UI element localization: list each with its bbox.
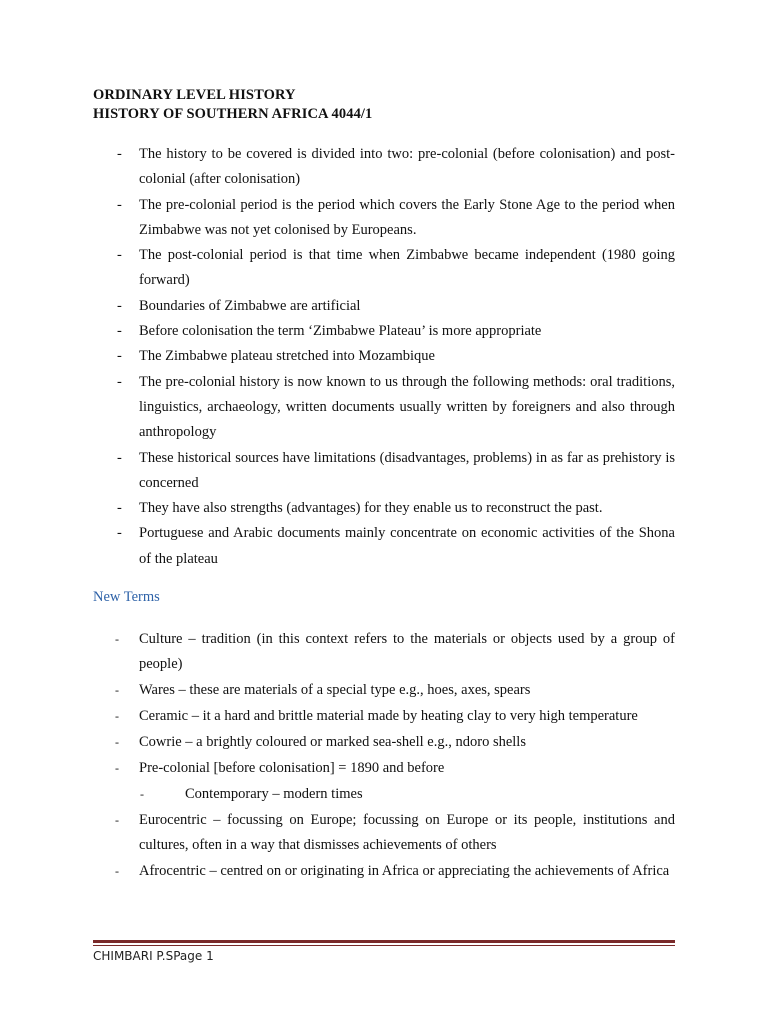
list-item-text: The Zimbabwe plateau stretched into Mozambique <box>139 348 435 365</box>
bullet-dash: - <box>117 247 122 264</box>
bullet-dash: - <box>115 863 119 878</box>
bullet-dash: - <box>115 682 119 697</box>
list-item <box>93 808 675 859</box>
bullet-dash: - <box>140 786 144 801</box>
list-item <box>93 704 675 729</box>
list-item <box>93 344 675 369</box>
list-item <box>93 446 675 497</box>
bullet-dash: - <box>117 525 122 542</box>
bullet-dash: - <box>117 373 122 390</box>
document-subtitle: HISTORY OF SOUTHERN AFRICA 4044/1 <box>93 106 373 122</box>
bullet-dash: - <box>115 708 119 723</box>
new-terms-heading: New Terms <box>93 589 160 605</box>
list-item <box>93 319 675 344</box>
term-text: Afrocentric – centred on or originating in Africa or appreciating the achievements of Africa <box>139 862 670 879</box>
list-item <box>93 370 675 446</box>
new-terms-list <box>93 627 675 884</box>
list-item-text: These historical sources have limitations (disadvantages, problems) in as far as prehistory is concerned <box>139 449 675 491</box>
term-text: Pre-colonial [before colonisation] = 1890 and before <box>139 760 445 777</box>
list-item-text: Before colonisation the term ‘Zimbabwe Plateau’ is more appropriate <box>139 323 542 340</box>
list-item <box>93 859 675 884</box>
list-item <box>93 142 675 193</box>
list-item-text: Boundaries of Zimbabwe are artificial <box>139 297 361 314</box>
list-item <box>93 193 675 244</box>
intro-points-list <box>93 142 675 572</box>
term-text: Eurocentric – focussing on Europe; focussing on Europe or its people, institutions and cultures, often in a way that dismisses achievements of others <box>139 812 675 854</box>
term-text: Culture – tradition (in this context refers to the materials or objects used by a group of people) <box>139 631 675 673</box>
bullet-dash: - <box>117 449 122 466</box>
list-item-text: The pre-colonial period is the period which covers the Early Stone Age to the period when Zimbabwe was not yet colonised by Europeans. <box>139 196 675 238</box>
list-item-text: Portuguese and Arabic documents mainly concentrate on economic activities of the Shona of the plateau <box>139 525 675 567</box>
term-text: Ceramic – it a hard and brittle material made by heating clay to very high temperature <box>139 707 638 724</box>
bullet-dash: - <box>117 348 122 365</box>
list-item <box>93 782 675 807</box>
bullet-dash: - <box>117 500 122 517</box>
list-item <box>93 294 675 319</box>
bullet-dash: - <box>115 813 119 828</box>
list-item <box>93 730 675 755</box>
list-item-text: The post-colonial period is that time when Zimbabwe became independent (1980 going forward) <box>139 247 675 289</box>
list-item <box>93 243 675 294</box>
term-text: Wares – these are materials of a special type e.g., hoes, axes, spears <box>139 681 531 698</box>
list-item-text: They have also strengths (advantages) for they enable us to reconstruct the past. <box>139 500 603 517</box>
bullet-dash: - <box>115 735 119 750</box>
list-item-text: The history to be covered is divided into two: pre-colonial (before colonisation) and post-colonial (after colonisation) <box>139 146 675 188</box>
bullet-dash: - <box>117 323 122 340</box>
list-item <box>93 627 675 678</box>
term-text: Contemporary – modern times <box>185 785 363 802</box>
bullet-dash: - <box>117 146 122 162</box>
list-item <box>93 678 675 703</box>
footer-rule-thick <box>93 940 675 943</box>
bullet-dash: - <box>117 196 122 213</box>
bullet-dash: - <box>115 632 119 646</box>
list-item <box>93 756 675 781</box>
list-item <box>93 521 675 572</box>
term-text: Cowrie – a brightly coloured or marked sea-shell e.g., ndoro shells <box>139 734 526 751</box>
list-item <box>93 496 675 521</box>
page-footer: CHIMBARI P.SPage 1 <box>93 949 214 963</box>
bullet-dash: - <box>115 761 119 776</box>
list-item-text: The pre-colonial history is now known to us through the following methods: oral traditions, linguistics, archaeology, written documents usually written by foreigners and also through anthropology <box>139 373 675 441</box>
document-title: ORDINARY LEVEL HISTORY <box>93 87 296 103</box>
footer-rule-thin <box>93 945 675 946</box>
bullet-dash: - <box>117 297 122 314</box>
